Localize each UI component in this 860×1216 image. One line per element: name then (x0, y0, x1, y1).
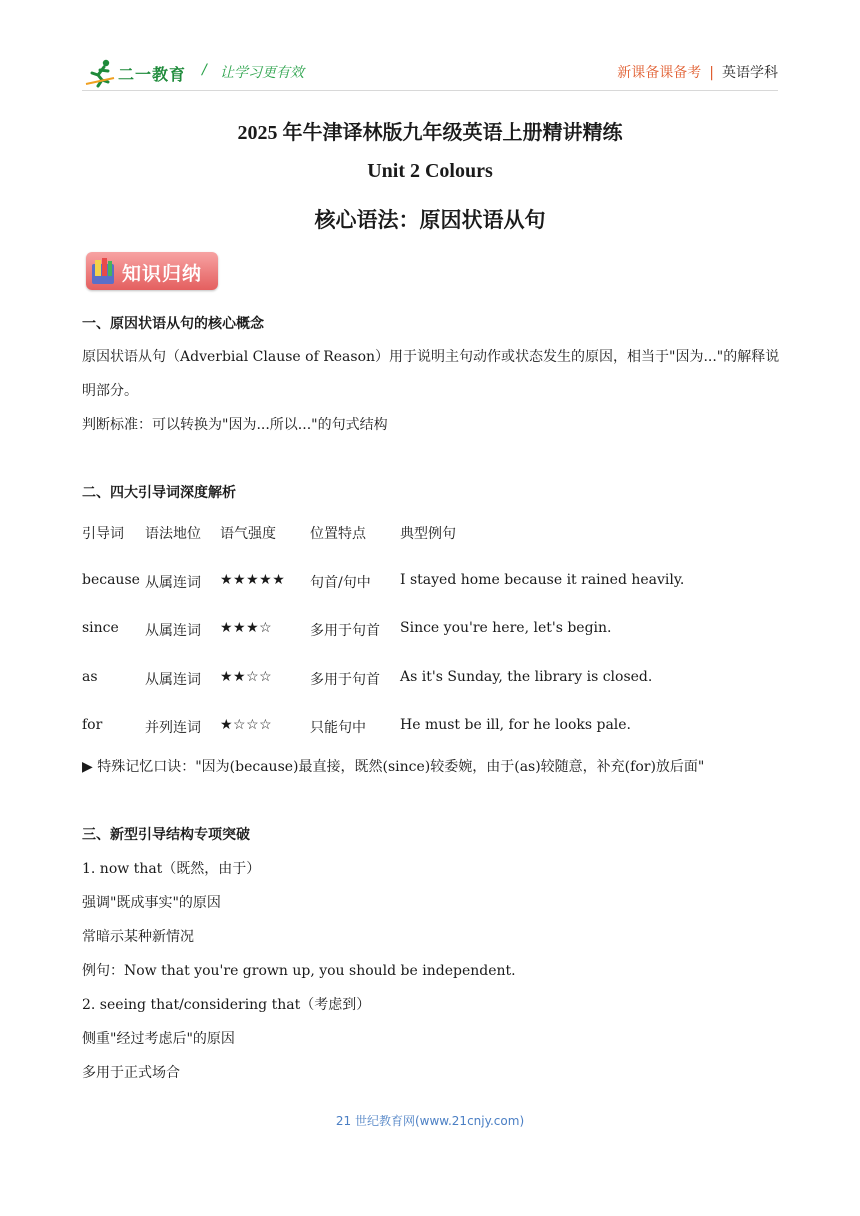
list-item: 例句：Now that you're grown up, you should be independent. (82, 963, 516, 979)
star-rating: ★★★☆ (220, 620, 273, 636)
header-separator: | (709, 65, 714, 81)
slogan-separator: / (202, 62, 207, 78)
table-cell: 从属连词 (145, 623, 201, 639)
section1-heading: 一、原因状语从句的核心概念 (82, 316, 264, 332)
table-cell: 多用于句首 (310, 672, 380, 688)
logo (82, 56, 192, 90)
table-header-cell: 引导词 (82, 526, 124, 542)
brand-name: 二一教育 (118, 65, 187, 84)
table-cell: 只能句中 (310, 720, 366, 736)
page-footer: 21 世纪教育网(www.21cnjy.com) (335, 1114, 525, 1128)
table-cell: 多用于句首 (310, 623, 380, 639)
table-cell: 从属连词 (145, 575, 201, 591)
table-row (82, 572, 782, 592)
course-label: 新课备课备考 (617, 65, 702, 81)
page-header (82, 56, 778, 90)
table-header-row (82, 523, 782, 543)
table-header-cell: 语气强度 (220, 526, 276, 542)
table-cell: 从属连词 (145, 672, 201, 688)
subject-label: 英语学科 (722, 65, 778, 81)
table-cell: He must be ill, for he looks pale. (400, 717, 632, 733)
runner-logo-icon (84, 58, 118, 88)
table-cell: for (82, 717, 103, 733)
list-item: 侧重"经过考虑后"的原因 (82, 1031, 235, 1047)
header-divider (82, 90, 778, 91)
list-item: 1. now that（既然，由于） (82, 861, 261, 877)
header-right (617, 62, 778, 82)
topic-title: 核心语法：原因状语从句 (314, 208, 546, 232)
table-cell: 句首/句中 (310, 575, 371, 591)
list-item: 常暗示某种新情况 (82, 929, 194, 945)
star-rating: ★★☆☆ (220, 669, 273, 685)
table-cell: as (82, 669, 98, 685)
star-rating: ★☆☆☆ (220, 717, 273, 733)
table-cell: I stayed home because it rained heavily. (400, 572, 685, 588)
table-row (82, 717, 782, 737)
table-header-cell: 语法地位 (145, 526, 201, 542)
section3-heading: 三、新型引导结构专项突破 (82, 827, 250, 843)
table-header-cell: 位置特点 (310, 526, 366, 542)
knowledge-summary-badge (86, 252, 218, 290)
list-item: 多用于正式场合 (82, 1065, 180, 1081)
book-icon (90, 256, 116, 286)
document-title: 2025 年牛津译林版九年级英语上册精讲精练 (237, 122, 623, 144)
table-cell: because (82, 572, 140, 588)
table-cell: 并列连词 (145, 720, 201, 736)
section1-criterion: 判断标准：可以转换为"因为...所以..."的句式结构 (82, 417, 388, 433)
star-rating: ★★★★★ (220, 572, 286, 588)
section1-definition: 原因状语从句（Adverbial Clause of Reason）用于说明主句动作或状态发生的原因，相当于"因为..."的解释说明部分。 (82, 349, 780, 399)
table-cell: As it's Sunday, the library is closed. (400, 669, 653, 685)
mnemonic: ▶ 特殊记忆口诀："因为(because)最直接，既然(since)较委婉，由于(as)较随意，补充(for)放后面" (82, 759, 705, 775)
table-cell: since (82, 620, 119, 636)
section2-heading: 二、四大引导词深度解析 (82, 485, 236, 501)
table-header-cell: 典型例句 (400, 526, 456, 542)
unit-title: Unit 2 Colours (367, 160, 493, 182)
slogan: 让学习更有效 (220, 65, 304, 81)
badge-label: 知识归纳 (122, 263, 203, 285)
table-row (82, 620, 782, 640)
list-item: 2. seeing that/considering that（考虑到） (82, 997, 371, 1013)
table-cell: Since you're here, let's begin. (400, 620, 612, 636)
table-row (82, 669, 782, 689)
list-item: 强调"既成事实"的原因 (82, 895, 221, 911)
